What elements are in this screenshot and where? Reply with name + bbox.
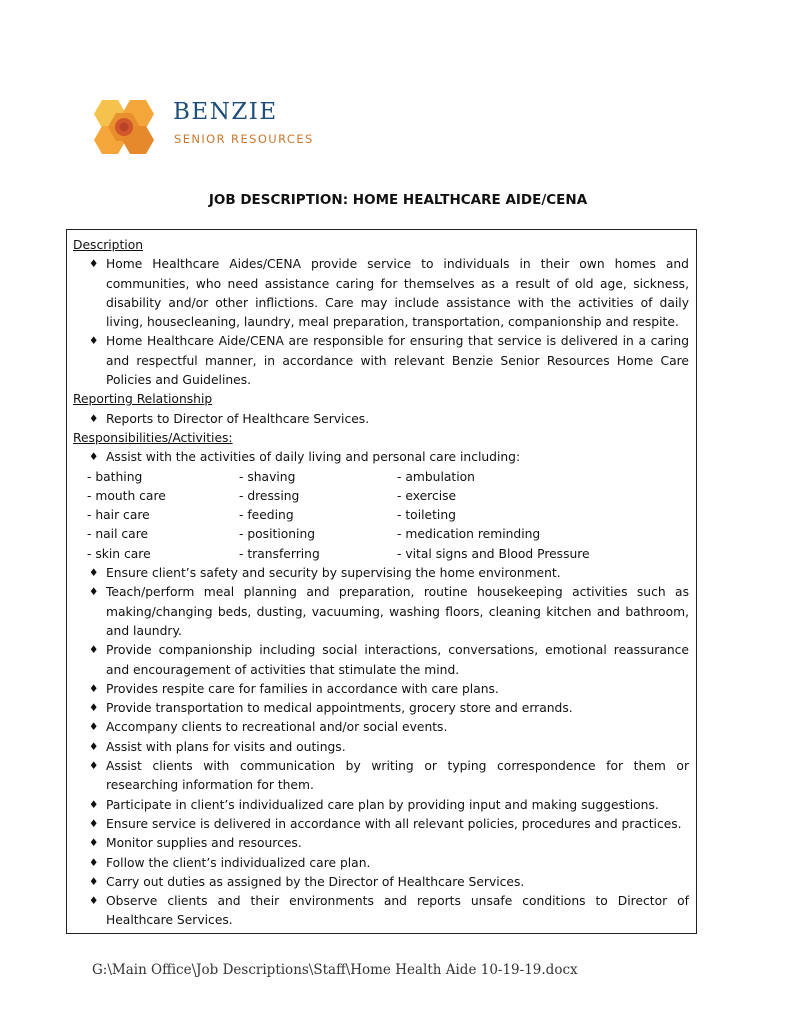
list-item: ♦ Ensure client’s safety and security by supervising the home environment. — [73, 564, 689, 583]
file-path-footer: G:\Main Office\Job Descriptions\Staff\Home Health Aide 10-19-19.docx — [92, 962, 578, 978]
list-item: ♦ Home Healthcare Aides/CENA provide service to individuals in their own homes and communities, who need assistance caring for themselves as a result of old age, sickness, disability and/or other inflictions. Care may include assistance with the activities of daily living, housecleaning, laundry, meal preparation, transportation, companionship and respite. — [89, 257, 689, 330]
diamond-bullet-icon: ♦ — [89, 451, 99, 464]
list-item: ♦ Observe clients and their environments and reports unsafe conditions to Director of Healthcare Services. — [89, 894, 689, 928]
reporting-heading: Reporting Relationship — [73, 392, 213, 407]
hexagon-logo-icon — [90, 96, 166, 158]
list-item: ♦ Follow the client’s individualized care plan. — [73, 854, 689, 873]
list-item: ♦ Monitor supplies and resources. — [73, 834, 689, 853]
care-item: - vital signs and Blood Pressure — [397, 546, 590, 561]
list-item: ♦ Assist with plans for visits and outings. — [73, 738, 689, 757]
benzie-logo — [90, 96, 350, 158]
list-item: ♦ Ensure service is delivered in accordance with all relevant policies, procedures and practices. — [73, 815, 689, 834]
diamond-bullet-icon: ♦ — [89, 740, 99, 753]
list-item: ♦ Carry out duties as assigned by the Director of Healthcare Services. — [73, 873, 689, 892]
list-item: ♦ Provides respite care for families in accordance with care plans. — [73, 680, 689, 699]
list-item: ♦ Teach/perform meal planning and preparation, routine housekeeping activities such as making/changing beds, dusting, vacuuming, washing floors, cleaning kitchen and bathroom, and laundry. — [89, 585, 689, 638]
care-item: - ambulation — [397, 469, 475, 484]
diamond-bullet-icon: ♦ — [89, 567, 99, 580]
care-item: - shaving — [239, 469, 296, 484]
care-item: - transferring — [239, 546, 320, 561]
care-item: - skin care — [87, 546, 151, 561]
care-item: - hair care — [87, 508, 150, 523]
diamond-bullet-icon: ♦ — [89, 258, 99, 271]
list-item: ♦ Assist with the activities of daily living and personal care including: — [73, 448, 689, 467]
care-item: - positioning — [239, 527, 316, 542]
diamond-bullet-icon: ♦ — [89, 817, 99, 830]
care-item: - toileting — [397, 508, 456, 523]
care-item: - feeding — [239, 508, 294, 523]
diamond-bullet-icon: ♦ — [89, 682, 99, 695]
care-list — [73, 468, 689, 564]
list-item: ♦ Home Healthcare Aide/CENA are responsible for ensuring that service is delivered in a caring and respectful manner, in accordance with relevant Benzie Senior Resources Home Care Policies and Guidelines. — [89, 334, 689, 388]
list-item: ♦ Accompany clients to recreational and/or social events. — [73, 718, 689, 737]
description-heading: Description — [73, 238, 144, 252]
logo-name: BENZIE — [173, 99, 278, 125]
diamond-bullet-icon: ♦ — [89, 798, 99, 811]
care-item: - dressing — [239, 488, 300, 503]
diamond-bullet-icon: ♦ — [89, 412, 99, 425]
diamond-bullet-icon: ♦ — [89, 586, 99, 599]
diamond-bullet-icon: ♦ — [89, 856, 99, 869]
care-item: - nail care — [87, 527, 149, 542]
diamond-bullet-icon: ♦ — [89, 644, 99, 657]
job-description-box — [66, 229, 697, 934]
diamond-bullet-icon: ♦ — [89, 335, 99, 348]
list-item: ♦ Provide companionship including social interactions, conversations, emotional reassurance and encouragement of activities that stimulate the mind. — [89, 643, 689, 677]
care-item: - exercise — [397, 488, 457, 503]
list-item: ♦ Reports to Director of Healthcare Services. — [73, 410, 689, 429]
page-title: JOB DESCRIPTION: HOME HEALTHCARE AIDE/CENA — [208, 192, 588, 208]
responsibilities-heading: Responsibilities/Activities: — [73, 430, 233, 445]
diamond-bullet-icon: ♦ — [89, 760, 99, 773]
list-item: ♦ Assist clients with communication by writing or typing correspondence for them or researching information for them. — [89, 759, 689, 793]
diamond-bullet-icon: ♦ — [89, 702, 99, 715]
diamond-bullet-icon: ♦ — [89, 837, 99, 850]
care-item: - medication reminding — [397, 527, 541, 542]
diamond-bullet-icon: ♦ — [89, 875, 99, 888]
care-item: - bathing — [87, 469, 143, 484]
care-item: - mouth care — [87, 488, 166, 503]
logo-subtitle: SENIOR RESOURCES — [174, 132, 314, 146]
list-item: ♦ Provide transportation to medical appointments, grocery store and errands. — [73, 699, 689, 718]
list-item: ♦ Participate in client’s individualized care plan by providing input and making suggestions. — [73, 796, 689, 815]
diamond-bullet-icon: ♦ — [89, 721, 99, 734]
diamond-bullet-icon: ♦ — [89, 895, 99, 908]
